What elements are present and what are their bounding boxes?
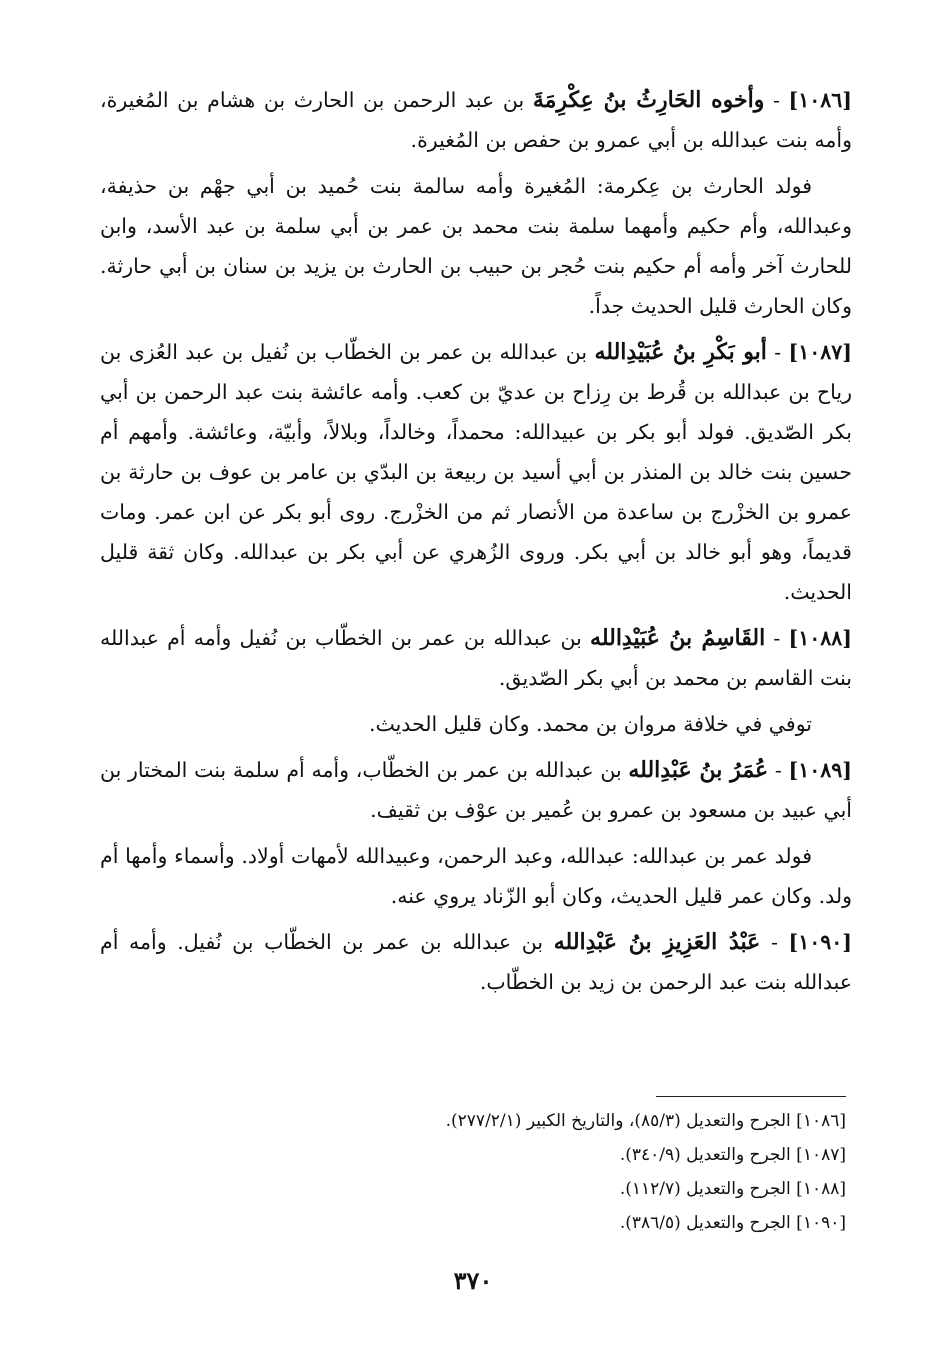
entry-number: [١٠٨٧]	[788, 340, 852, 364]
entry-number: [١٠٨٦]	[788, 88, 852, 112]
paragraph-text: فولد الحارث بن عِكرمة: المُغيرة وأمه سالمة بنت حُميد بن أبي جهْم بن حذيفة، وعبدالله، وأم حكيم وأمهما سلمة بنت محمد بن عمر بن أبي سلمة بن عبد الأسد، وابن للحارث آخر وأمه أم حكيم بنت حُجر بن حبيب بن الحارث بن يزيد بن سنان بن أبي حارثة. وكان الحارث قليل الحديث جداً.	[100, 174, 852, 318]
footnote: [١٠٨٧] الجرح والتعديل (٣٤٠/٩).	[619, 1145, 846, 1165]
entry-name: عُمَرُ بنُ عَبْدِالله	[628, 757, 769, 783]
footnote-divider	[656, 1096, 846, 1097]
entry-1086: [١٠٨٦] - وأخوه الحَارِثُ بنُ عِكْرِمَةَ بن عبد الرحمن بن الحارث بن هشام بن المُغيرة، وأمه بنت عبدالله بن أبي عمرو بن حفص بن المُغيرة.	[100, 87, 852, 152]
entry-number: [١٠٨٩]	[788, 758, 852, 782]
entry-1089: [١٠٨٩] - عُمَرُ بنُ عَبْدِالله بن عبدالله بن عمر بن الخطّاب، وأمه أم سلمة بنت المختار بن أبي عبيد بن مسعود بن عمرو بن عُمير بن عوْف بن ثقيف.	[100, 757, 852, 822]
paragraph	[100, 166, 852, 326]
entry-text: بن عبد الرحمن بن الحارث بن هشام بن المُغيرة، وأمه بنت عبدالله بن أبي عمرو بن حفص بن المُغيرة.	[100, 88, 852, 152]
main-text	[100, 80, 852, 1008]
footnote: [١٠٩٠] الجرح والتعديل (٣٨٦/٥).	[619, 1213, 846, 1233]
paragraph-text: توفي في خلافة مروان بن محمد. وكان قليل الحديث.	[368, 712, 812, 736]
entry-name: عَبْدُ العَزِيزِ بنُ عَبْدِالله	[553, 929, 761, 955]
entry-1090: [١٠٩٠] - عَبْدُ العَزِيزِ بنُ عَبْدِالله بن عبدالله بن عمر بن الخطّاب بن نُفيل. وأمه أم عبدالله بنت عبد الرحمن بن زيد بن الخطّاب.	[100, 929, 852, 994]
paragraph	[100, 836, 852, 916]
entry-text: بن عبدالله بن عمر بن الخطّاب بن نُفيل وأمه أم عبدالله بنت القاسم بن محمد بن أبي بكر الصّديق.	[100, 626, 852, 690]
entry-1087: [١٠٨٧] - أبو بَكْرِ بنُ عُبَيْدِالله بن عبدالله بن عمر بن الخطّاب بن نُفيل بن عبد العُزى بن رياح بن عبدالله بن قُرط بن رِزاح بن عديّ بن كعب. وأمه عائشة بنت عبد الرحمن بن أبي بكر الصّديق. فولد أبو بكر بن عبيدالله: محمداً، وخالداً، وبلالاً، وأبيّة، وعائشة. وأمهم أم حسين بنت خالد بن المنذر بن أبي أسيد بن ربيعة بن البدّي بن عامر بن عوف بن حارثة بن عمرو بن الخزْرج بن ساعدة من الأنصار ثم من الخزْرج. روى أبو بكر عن ابن عمر. ومات قديماً، وهو أبو خالد بن أبي بكر. وروى الزُهري عن أبي بكر بن عبدالله. وكان ثقة قليل الحديث.	[100, 339, 852, 604]
page-number: ٣٧٠	[453, 1266, 493, 1295]
entry-text: بن عبدالله بن عمر بن الخطّاب بن نُفيل بن عبد العُزى بن رياح بن عبدالله بن قُرط بن رِزاح بن عديّ بن كعب. وأمه عائشة بنت عبد الرحمن بن أبي بكر الصّديق. فولد أبو بكر بن عبيدالله: محمداً، وخالداً، وبلالاً، وأبيّة، وعائشة. وأمهم أم حسين بنت خالد بن المنذر بن أبي أسيد بن ربيعة بن البدّي بن عامر بن عوف بن حارثة بن عمرو بن الخزْرج بن ساعدة من الأنصار ثم من الخزْرج. روى أبو بكر عن ابن عمر. ومات قديماً، وهو أبو خالد بن أبي بكر. وروى الزُهري عن أبي بكر بن عبدالله. وكان ثقة قليل الحديث.	[100, 340, 852, 604]
entry-number: [١٠٨٨]	[788, 626, 852, 650]
entry-text: بن عبدالله بن عمر بن الخطّاب، وأمه أم سلمة بنت المختار بن أبي عبيد بن مسعود بن عمرو بن عُمير بن عوْف بن ثقيف.	[100, 758, 852, 822]
paragraph-text: فولد عمر بن عبدالله: عبدالله، وعبد الرحمن، وعبيدالله لأمهات أولاد. وأسماء وأمها أم ولد. وكان عمر قليل الحديث، وكان أبو الزّناد يروي عنه.	[100, 844, 852, 908]
entry-number: [١٠٩٠]	[788, 930, 852, 954]
entry-name: وأخوه الحَارِثُ بنُ عِكْرِمَةَ	[532, 87, 765, 113]
entry-text: بن عبدالله بن عمر بن الخطّاب بن نُفيل. وأمه أم عبدالله بنت عبد الرحمن بن زيد بن الخطّاب.	[100, 930, 852, 994]
footnote: [١٠٨٦] الجرح والتعديل (٨٥/٣)، والتاريخ الكبير (٢٧٧/٢/١).	[445, 1111, 846, 1131]
entry-name: القَاسِمُ بنُ عُبَيْدِالله	[590, 625, 766, 651]
paragraph	[100, 704, 852, 744]
footnotes	[100, 1104, 846, 1240]
entry-1088: [١٠٨٨] - القَاسِمُ بنُ عُبَيْدِالله بن عبدالله بن عمر بن الخطّاب بن نُفيل وأمه أم عبدالله بنت القاسم بن محمد بن أبي بكر الصّديق.	[100, 625, 852, 690]
footnote: [١٠٨٨] الجرح والتعديل (١١٢/٧).	[619, 1179, 846, 1199]
entry-name: أبو بَكْرِ بنُ عُبَيْدِالله	[594, 339, 767, 365]
